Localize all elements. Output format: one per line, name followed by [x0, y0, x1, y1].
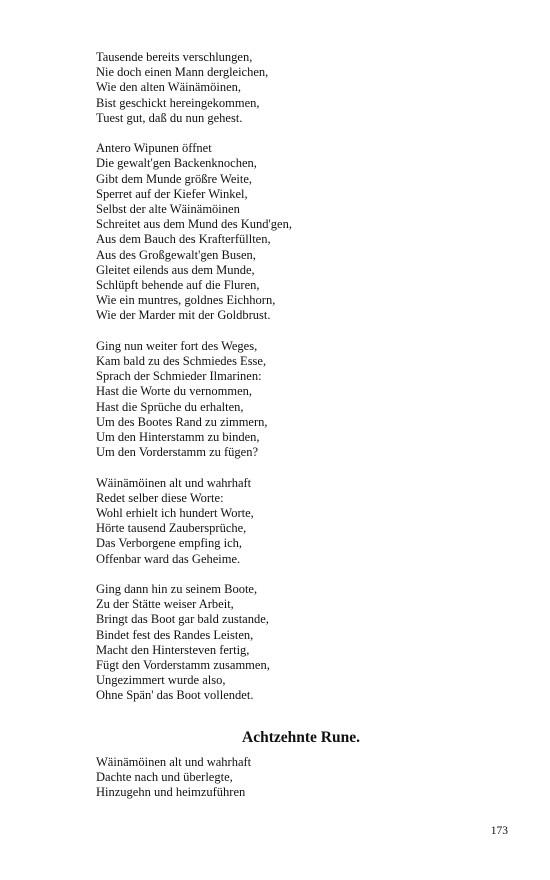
stanza [96, 582, 496, 704]
verse-line: Um des Bootes Rand zu zimmern, [96, 414, 268, 429]
verse-line: Schlüpft behende auf die Fluren, [96, 278, 260, 293]
verse-line: Redet selber diese Worte: [96, 490, 224, 505]
verse-line: Um den Vorderstamm zu fügen? [96, 445, 258, 460]
verse-line: Gleitet eilends aus dem Munde, [96, 262, 255, 277]
verse-line: Antero Wipunen öffnet [96, 141, 212, 156]
verse-line: Nie doch einen Mann dergleichen, [96, 65, 269, 80]
verse-line: Sprach der Schmieder Ilmarinen: [96, 369, 262, 384]
verse-line: Aus des Großgewalt'gen Busen, [96, 247, 256, 262]
verse-line: Wie ein muntres, goldnes Eichhorn, [96, 293, 276, 308]
verse-line: Wie den alten Wäinämöinen, [96, 80, 242, 95]
verse-line: Hast die Sprüche du erhalten, [96, 399, 244, 414]
verse-line: Fügt den Vorderstamm zusammen, [96, 658, 270, 673]
verse-line: Ging nun weiter fort des Weges, [96, 338, 258, 353]
verse-line: Bringt das Boot gar bald zustande, [96, 612, 269, 627]
stanza [96, 339, 496, 461]
verse-line: Ungezimmert wurde also, [96, 673, 226, 688]
verse-line: Tausende bereits verschlungen, [96, 50, 253, 64]
stanza [96, 141, 496, 323]
verse-line: Bindet fest des Randes Leisten, [96, 627, 254, 642]
page-number: 173 [490, 825, 508, 837]
verse-line: Selbst der alte Wäinämöinen [96, 202, 240, 217]
verse-line: Hörte tausend Zaubersprüche, [96, 521, 247, 536]
verse-line: Kam bald zu des Schmiedes Esse, [96, 354, 267, 369]
stanza [96, 50, 496, 126]
verse-line: Hinzugehn und heimzuführen [96, 785, 246, 800]
verse-line: Wäinämöinen alt und wahrhaft [96, 755, 252, 769]
verse-line: Wie der Marder mit der Goldbrust. [96, 308, 271, 323]
verse-line: Wäinämöinen alt und wahrhaft [96, 475, 252, 490]
verse-line: Aus dem Bauch des Krafterfüllten, [96, 232, 271, 247]
poem-verses [96, 50, 496, 704]
verse-line: Wohl erhielt ich hundert Worte, [96, 506, 254, 521]
verse-line: Gibt dem Munde größre Weite, [96, 171, 253, 186]
poem-verses-after-heading [96, 755, 496, 801]
verse-line: Dachte nach und überlegte, [96, 770, 233, 785]
verse-line: Bist geschickt hereingekommen, [96, 95, 260, 110]
verse-line: Das Verborgene empfing ich, [96, 536, 243, 551]
verse-line: Offenbar ward das Geheime. [96, 551, 241, 566]
verse-line: Um den Hinterstamm zu binden, [96, 430, 260, 445]
verse-line: Ging dann hin zu seinem Boote, [96, 582, 258, 597]
verse-line: Schreitet aus dem Mund des Kund'gen, [96, 217, 292, 232]
verse-line: Ohne Spän' das Boot vollendet. [96, 688, 254, 703]
verse-line: Sperret auf der Kiefer Winkel, [96, 186, 248, 201]
verse-line: Hast die Worte du vernommen, [96, 384, 253, 399]
chapter-heading: Achtzehnte Rune. [242, 729, 360, 746]
stanza [96, 476, 496, 567]
verse-line: Zu der Stätte weiser Arbeit, [96, 597, 234, 612]
verse-line: Die gewalt'gen Backenknochen, [96, 156, 257, 171]
verse-line: Macht den Hintersteven fertig, [96, 642, 250, 657]
verse-line: Tuest gut, daß du nun gehest. [96, 110, 243, 125]
